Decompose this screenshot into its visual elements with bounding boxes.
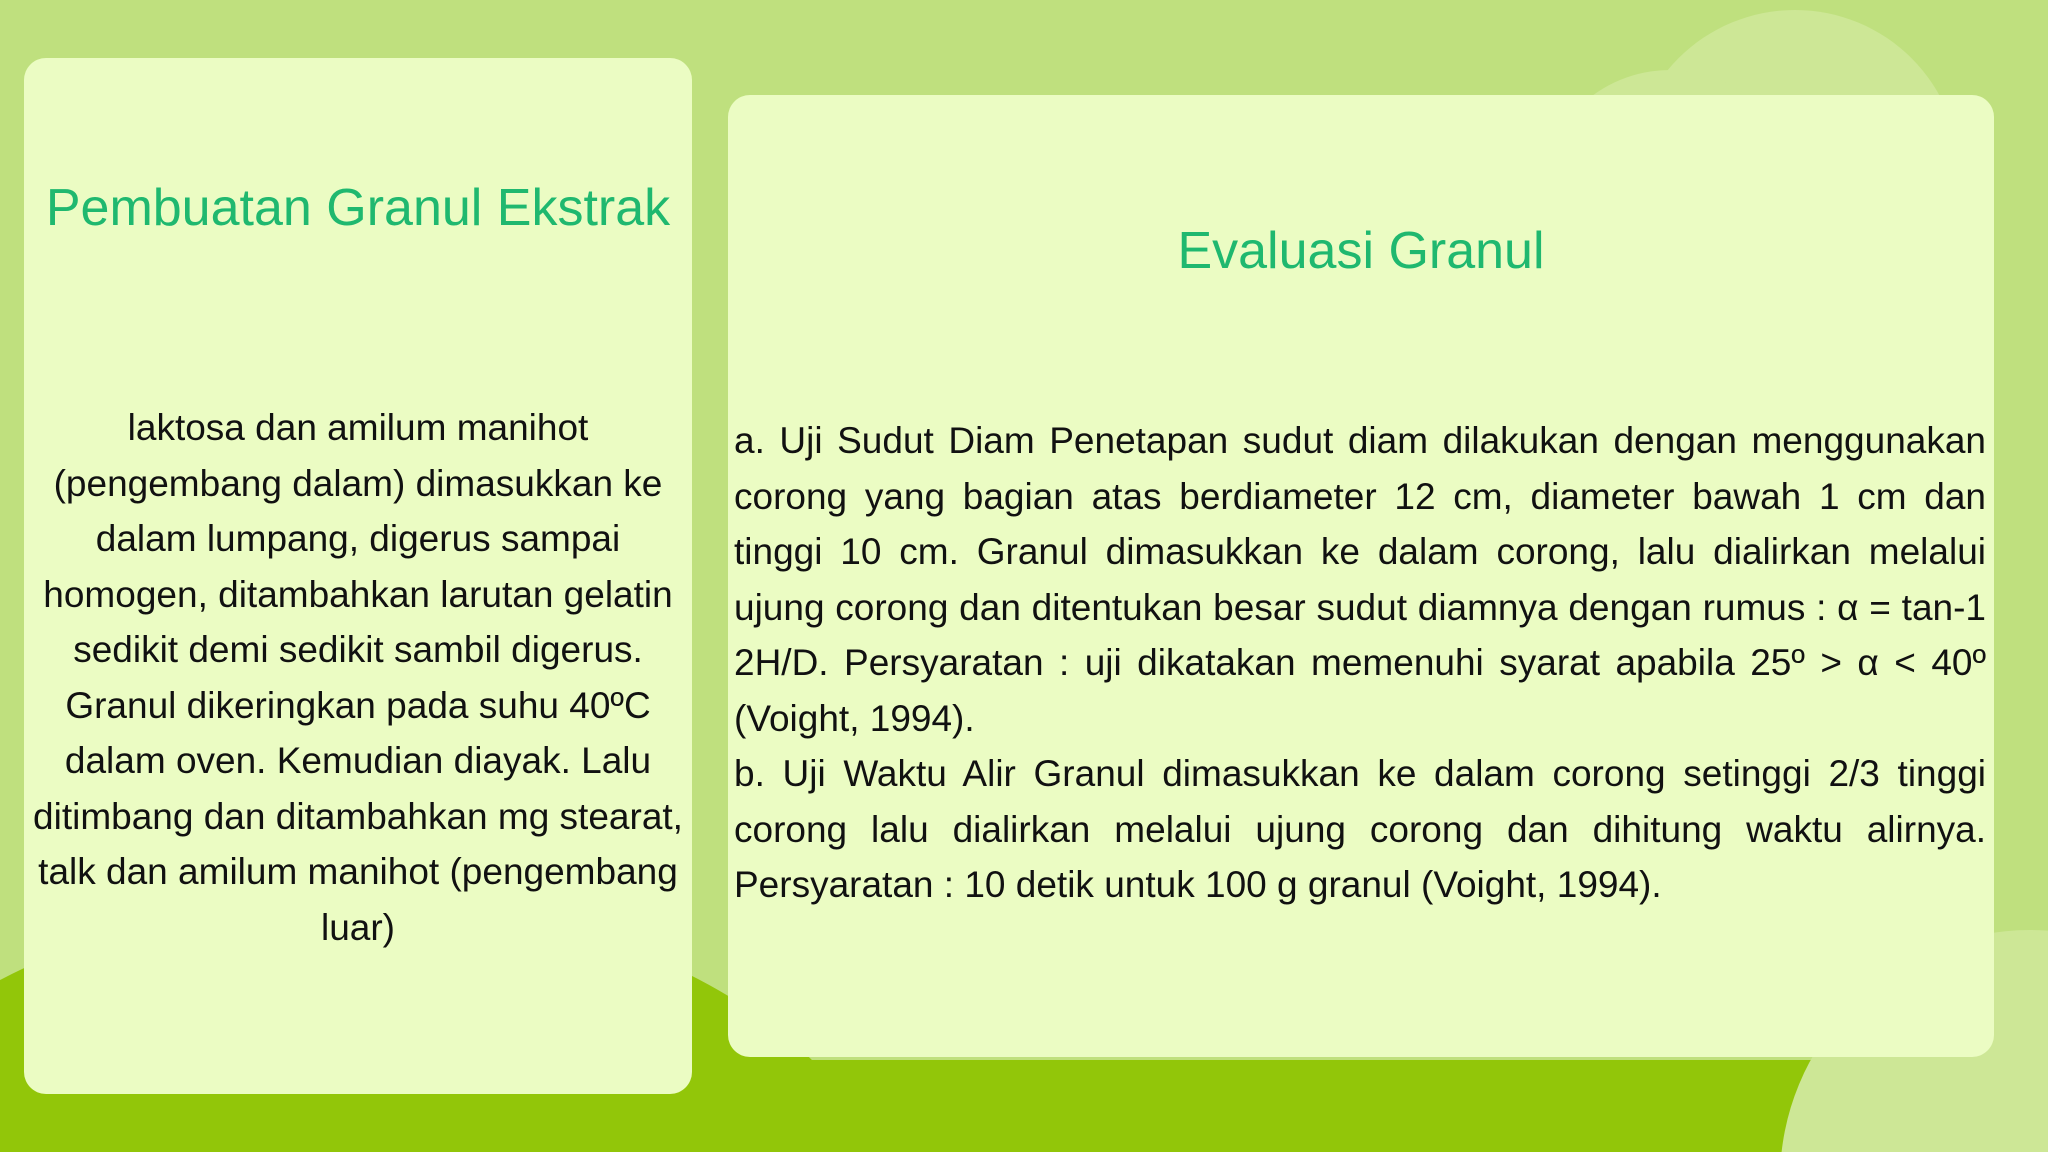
paragraph-a: a. Uji Sudut Diam Penetapan sudut diam dilakukan dengan menggunakan corong yang bagian atas berdiameter 12 cm, diameter bawah 1 cm dan tinggi 10 cm. Granul dimasukkan ke dalam corong, lalu dialirkan melalui ujung corong dan ditentukan besar sudut diamnya dengan rumus : α = tan-1 2H/D. Persyaratan : uji dikatakan memenuhi syarat apabila 25º > α < 40º (Voight, 1994). [734,420,1986,739]
paragraph-b: b. Uji Waktu Alir Granul dimasukkan ke dalam corong setinggi 2/3 tinggi corong lalu dialirkan melalui ujung corong dan dihitung waktu alirnya. Persyaratan : 10 detik untuk 100 g granul (Voight, 1994). [734,753,1986,905]
right-card [728,95,1994,1057]
left-card-body: laktosa dan amilum manihot (pengembang dalam) dimasukkan ke dalam lumpang, digerus sampai homogen, ditambahkan larutan gelatin sedikit demi sedikit sambil digerus. Granul dikeringkan pada suhu 40ºC dalam oven. Kemudian diayak. Lalu ditimbang dan ditambahkan mg stearat, talk dan amilum manihot (pengembang luar) [33,407,683,948]
right-card-body [734,413,1986,913]
left-card-title: Pembuatan Granul Ekstrak [45,179,671,237]
right-card-title: Evaluasi Granul [1177,222,1545,280]
left-card [24,58,692,1094]
